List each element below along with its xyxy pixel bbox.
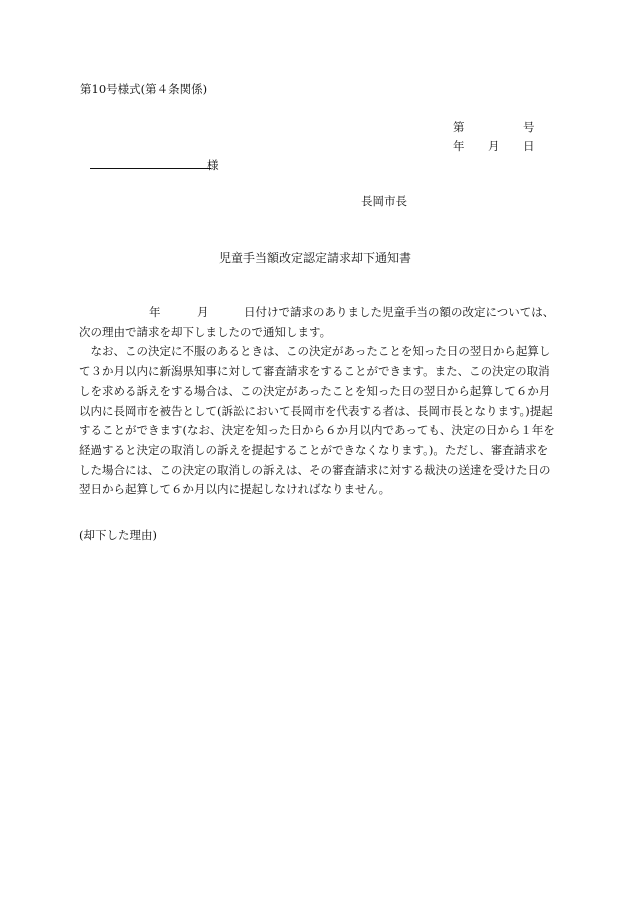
issue-date-day: 日 bbox=[523, 139, 535, 153]
reference-date-year: 年 bbox=[149, 305, 161, 319]
sender-name: 長岡市長 bbox=[361, 194, 407, 208]
rejection-reason-heading: (却下した理由) bbox=[79, 528, 157, 542]
reference-date-month: 月 bbox=[197, 305, 209, 319]
appeal-notice-paragraph: なお、この決定に不服のあるときは、この決定があったことを知った日の翌日から起算して３か月以内に新潟県知事に対して審査請求をすることができます。また、この決定の取消しを求める訴えをする場合は、この決定があったことを知った日の翌日から起算して６か月以内に長岡市を被告として(訴訟において長岡市を代表する者は、長岡市長となります。)提起することができます(なお、決定を知った日から６か月以内であっても、決定の日から１年を経過すると決定の取消しの訴えを提起することができなくなります。)。ただし、審査請求をした場合には、この決定の取消しの訴えは、その審査請求に対する裁決の送達を受けた日の翌日から起算して６か月以内に提起しなければなりません。 bbox=[79, 344, 555, 497]
addressee-honorific: 様 bbox=[207, 158, 219, 172]
issue-date-year: 年 bbox=[453, 139, 465, 153]
form-number: 第10号様式(第４条関係) bbox=[80, 82, 208, 96]
notice-body bbox=[79, 303, 559, 500]
issue-date-month: 月 bbox=[488, 139, 500, 153]
document-title: 児童手当額改定認定請求却下通知書 bbox=[219, 251, 412, 265]
issue-number-label: 第 bbox=[453, 120, 465, 134]
reference-date-line bbox=[79, 303, 559, 323]
reference-date-text: 日付けで請求のありました児童手当の額の改定については、 bbox=[244, 305, 555, 319]
addressee-name-line bbox=[90, 168, 211, 169]
rejection-statement: 次の理由で請求を却下しましたので通知します。 bbox=[79, 324, 332, 339]
issue-number-suffix: 号 bbox=[523, 120, 535, 134]
